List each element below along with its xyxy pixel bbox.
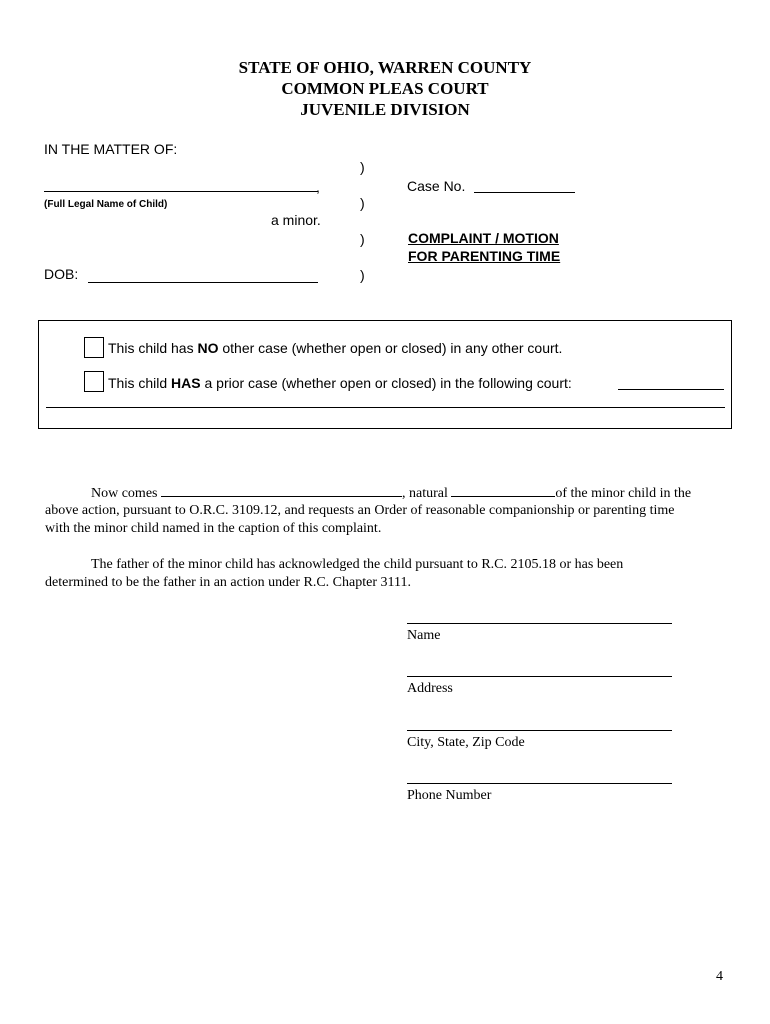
phone-signature-line[interactable] — [407, 783, 672, 784]
caption-paren-1: ) — [360, 159, 365, 175]
relationship-field[interactable] — [451, 484, 555, 497]
paternity-paragraph-line2: determined to be the father in an action under R.C. Chapter 3111. — [45, 575, 411, 590]
address-label: Address — [407, 681, 453, 696]
has-prior-case-checkbox[interactable] — [84, 371, 104, 392]
prior-court-field-continued[interactable] — [46, 407, 725, 408]
prior-court-field[interactable] — [618, 389, 724, 390]
court-division: JUVENILE DIVISION — [300, 100, 470, 119]
full-legal-name-label: (Full Legal Name of Child) — [44, 199, 168, 210]
complaint-paragraph-line2: above action, pursuant to O.R.C. 3109.12, and requests an Order of reasonable companionship or parenting time — [45, 503, 675, 518]
child-name-field[interactable] — [44, 191, 318, 192]
page-number: 4 — [716, 969, 723, 984]
phone-number-label: Phone Number — [407, 788, 492, 803]
address-signature-line[interactable] — [407, 676, 672, 677]
petitioner-name-field[interactable] — [161, 484, 402, 497]
no-other-case-checkbox[interactable] — [84, 337, 104, 358]
paternity-paragraph-line1: The father of the minor child has acknowledged the child pursuant to R.C. 2105.18 or has been — [91, 557, 624, 572]
case-no-label: Case No. — [407, 178, 466, 194]
no-other-case-text: This child has NO other case (whether open or closed) in any other court. — [108, 340, 563, 356]
court-state-county: STATE OF OHIO, WARREN COUNTY — [238, 58, 532, 77]
document-title-line1: COMPLAINT / MOTION — [408, 230, 559, 246]
dob-label: DOB: — [44, 266, 79, 282]
in-the-matter-of-label: IN THE MATTER OF: — [44, 141, 178, 157]
complaint-paragraph-line3: with the minor child named in the caption of this complaint. — [45, 521, 382, 536]
child-name-comma: , — [316, 179, 320, 195]
caption-paren-3: ) — [360, 231, 365, 247]
case-no-field[interactable] — [474, 192, 575, 193]
caption-paren-2: ) — [360, 195, 365, 211]
name-label: Name — [407, 628, 441, 643]
has-prior-case-text: This child HAS a prior case (whether open or closed) in the following court: — [108, 375, 572, 391]
complaint-paragraph-line1: Now comes , natural of the minor child in the — [91, 486, 692, 501]
document-title-line2: FOR PARENTING TIME — [408, 248, 561, 264]
city-state-zip-signature-line[interactable] — [407, 730, 672, 731]
name-signature-line[interactable] — [407, 623, 672, 624]
caption-paren-4: ) — [360, 267, 365, 283]
court-name: COMMON PLEAS COURT — [281, 79, 489, 98]
dob-field[interactable] — [88, 282, 318, 283]
a-minor-label: a minor. — [271, 212, 321, 228]
city-state-zip-label: City, State, Zip Code — [407, 735, 525, 750]
